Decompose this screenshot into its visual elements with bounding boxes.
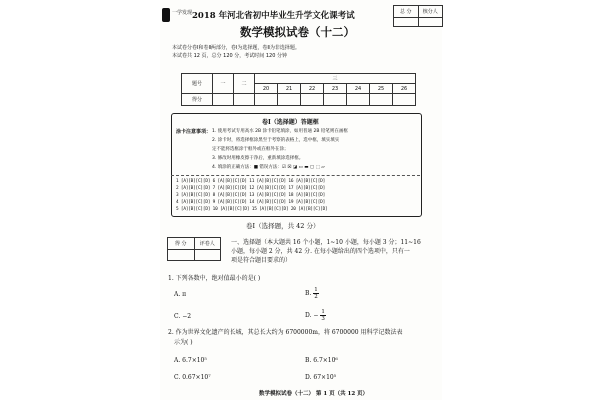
option-d-label: D. − bbox=[305, 312, 319, 319]
question-stem: 1. 下列各数中，绝对值最小的是( ) bbox=[168, 275, 261, 282]
option-b[interactable]: B. 6.7×10⁶ bbox=[305, 357, 338, 364]
divider bbox=[171, 175, 420, 176]
instruction-line: 小题，每小题 2 分，共 42 分. 在每小题给出的四个选项中，只有一 bbox=[231, 248, 410, 255]
total-score-cells bbox=[393, 16, 443, 27]
score-cell[interactable] bbox=[393, 94, 416, 106]
notice-line: 定不能将选框涂于框外或在框外在涂； bbox=[212, 147, 289, 152]
checker-label: 核分人 bbox=[418, 6, 443, 17]
instruction-line: 项是符合题目要求的） bbox=[231, 257, 292, 264]
score-cell[interactable] bbox=[234, 94, 255, 106]
score-cell[interactable] bbox=[278, 94, 301, 106]
notice-label: 涂卡注意事项： bbox=[176, 129, 212, 135]
option-c[interactable]: C. −2 bbox=[174, 313, 192, 320]
score-label: 得 分 bbox=[174, 241, 187, 247]
score-table bbox=[181, 73, 416, 106]
fraction: $\frac{1}{3}$ bbox=[321, 309, 325, 322]
paper-title: 数学模拟试卷（十二） bbox=[240, 25, 355, 39]
option-d[interactable]: D. 67×10⁵ bbox=[305, 374, 337, 381]
score-cell[interactable] bbox=[324, 94, 347, 106]
option-a[interactable]: A. π bbox=[174, 291, 187, 298]
fraction: $\frac{1}{2}$ bbox=[314, 287, 318, 300]
option-d[interactable] bbox=[305, 309, 326, 322]
score-table-col: 二 bbox=[234, 74, 255, 94]
option-b-label: B. bbox=[305, 290, 312, 297]
score-table-col: 三 bbox=[255, 74, 416, 84]
option-c[interactable]: C. 0.67×10⁷ bbox=[174, 374, 211, 381]
score-cell[interactable] bbox=[213, 94, 234, 106]
score-cell[interactable] bbox=[301, 94, 324, 106]
brand-logo-icon bbox=[162, 8, 170, 22]
score-cell[interactable] bbox=[168, 250, 194, 261]
score-cell[interactable] bbox=[370, 94, 393, 106]
score-table-sub: 23 bbox=[324, 84, 347, 94]
answer-row[interactable]: 3 [A][B][C][D] 8 [A][B][C][D] 13 [A][B][C][D] 18 [A][B][C][D] bbox=[176, 193, 326, 198]
score-cell[interactable] bbox=[255, 94, 278, 106]
score-table-sub: 25 bbox=[370, 84, 393, 94]
note-line: 本试卷分卷Ⅰ和卷Ⅱ两部分，卷Ⅰ为选择题，卷Ⅱ为非选择题。 bbox=[172, 45, 300, 51]
option-a[interactable]: A. 6.7×10⁵ bbox=[174, 357, 207, 364]
answer-row[interactable]: 2 [A][B][C][D] 7 [A][B][C][D] 12 [A][B][C][D] 17 [A][B][C][D] bbox=[176, 186, 326, 191]
notice-line: 4. 填涂的正确方法：■ 错误方法：☑ ☒ ◪ ▭ ▬ ▢ ⬚ ▱ bbox=[212, 165, 325, 170]
question-stem-cont: 示为( ) bbox=[174, 339, 193, 346]
exam-title: 2018 年河北省初中毕业生升学文化课考试 bbox=[192, 11, 355, 21]
score-table-sub: 22 bbox=[301, 84, 324, 94]
notice-line: 1. 使用考试专用高水 2B 涂卡铅笔填涂，如用普通 2B 铅笔则在画框 bbox=[212, 129, 348, 134]
answer-row[interactable]: 1 [A][B][C][D] 6 [A][B][C][D] 11 [A][B][C][D] 16 [A][B][C][D] bbox=[176, 179, 326, 184]
total-score-label: 总 分 bbox=[399, 9, 412, 15]
section-title: 卷Ⅰ（选择题，共 42 分） bbox=[246, 222, 320, 230]
score-table-col: 一 bbox=[213, 74, 234, 94]
brand-name: 一学发现 bbox=[172, 10, 193, 16]
score-table-label: 得分 bbox=[182, 94, 213, 106]
grader-cell[interactable] bbox=[194, 250, 221, 261]
score-table-sub: 20 bbox=[255, 84, 278, 94]
page-footer: 数学模拟试卷（十二） 第 1 页（共 12 页） bbox=[259, 391, 369, 397]
score-cell[interactable] bbox=[347, 94, 370, 106]
question-stem: 2. 作为世界文化遗产的长城，其总长大约为 6700000m，将 6700000 用科学记数法表 bbox=[168, 329, 403, 336]
score-table-label: 题号 bbox=[182, 74, 213, 94]
score-table-sub: 21 bbox=[278, 84, 301, 94]
notice-line: 3. 修改时用橡皮擦干净后，重新填涂选择框。 bbox=[212, 156, 304, 161]
instruction-line: 一、选择题（本大题共 16 个小题，1~10 小题，每小题 3 分；11~16 bbox=[231, 239, 421, 246]
answer-row[interactable]: 5 [A][B][C][D] 10 [A][B][C][D] 15 [A][B][C][D] 20 [A][B][C][D] bbox=[176, 207, 328, 212]
notice-line: 2. 涂卡时，将选择框涂黑至于考察的表格上，选中框，填实填实 bbox=[212, 138, 340, 143]
score-table-sub: 26 bbox=[393, 84, 416, 94]
answer-row[interactable]: 4 [A][B][C][D] 9 [A][B][C][D] 14 [A][B][C][D] 19 [A][B][C][D] bbox=[176, 200, 326, 205]
grader-label: 评卷人 bbox=[194, 238, 221, 249]
note-line: 本试卷共 12 页，总分 120 分，考试时间 120 分钟 bbox=[172, 53, 287, 59]
section-score-box bbox=[167, 237, 221, 261]
answer-card-title: 卷Ⅰ（选择题）答题框 bbox=[262, 119, 319, 126]
option-b[interactable] bbox=[305, 287, 319, 300]
score-table-sub: 24 bbox=[347, 84, 370, 94]
